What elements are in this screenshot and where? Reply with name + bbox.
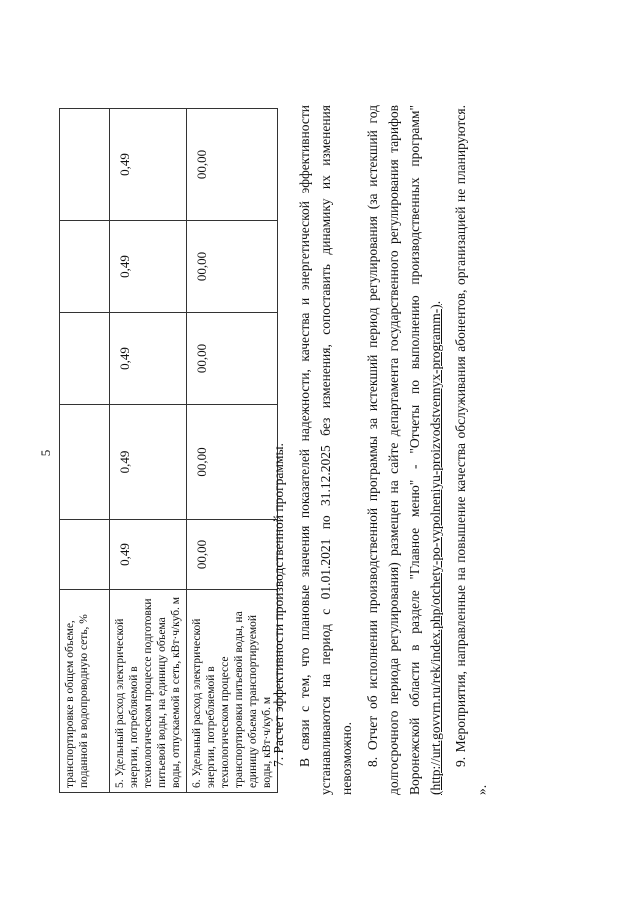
value-cell: 00,00 <box>187 109 278 221</box>
value-cell <box>60 313 110 405</box>
value-cell: 00,00 <box>187 405 278 520</box>
value-cell: 0,49 <box>110 520 187 590</box>
value-cell <box>60 221 110 313</box>
value-cell: 0,49 <box>110 109 187 221</box>
section-8-text <box>362 105 446 795</box>
page-number: 5 <box>38 449 53 457</box>
value-cell: 0,49 <box>110 313 187 405</box>
value-cell: 00,00 <box>187 313 278 405</box>
table-row <box>60 109 110 793</box>
value-cell: 00,00 <box>187 221 278 313</box>
report-link[interactable]: (http://urt.govvrn.ru/rek/index.php/otchety-po-vypolneniyu-proizvodstvennyx-programm-) <box>428 304 443 795</box>
section-9-text <box>450 105 492 795</box>
value-cell <box>60 109 110 221</box>
section-8-tail: . <box>428 300 443 305</box>
value-cell <box>60 405 110 520</box>
row-label: транспортировке в общем объеме, поданной в водопроводную сеть, % <box>60 590 110 793</box>
value-cell: 00,00 <box>187 520 278 590</box>
section-7-text <box>294 105 357 795</box>
row-label: 5. Удельный расход электрической энергии, потребляемой в технологическом процессе подготовки питьевой воды, на единицу объема воды, отпускаемой в сеть, кВт·ч/куб. м <box>110 590 187 793</box>
section-9-body: 9. Мероприятия, направленные на повышение качества обслуживания абонентов, организацией не планируются. ». <box>453 105 489 795</box>
section-7-body: В связи с тем, что плановые значения показателей надежности, качества и энергетической эффективности устанавливаются на период с 01.01.2021 по 31.12.2025 без изменения, сопоставить динамику их изменения невозможно. <box>297 105 354 795</box>
indicators-table <box>59 108 278 793</box>
value-cell: 0,49 <box>110 405 187 520</box>
table-row <box>110 109 187 793</box>
value-cell <box>60 520 110 590</box>
section-8-body: 8. Отчет об исполнении производственной программы за истекший период регулирования (за истекший год долгосрочного периода регулирования) размещен на сайте департамента государственного регулирования тарифов Воронежской области в разделе "Главное меню" - "Отчеты по выполнению производственных программ" <box>365 105 422 795</box>
section-7-heading: 7. Расчет эффективности производственной программы. <box>271 443 286 767</box>
value-cell: 0,49 <box>110 221 187 313</box>
table-row <box>187 109 278 793</box>
row-label: 6. Удельный расход электрической энергии, потребляемой в технологическом процессе транспортировки питьевой воды, на единицу объема транспортируемой воды, кВт·ч/куб. м <box>187 590 278 793</box>
